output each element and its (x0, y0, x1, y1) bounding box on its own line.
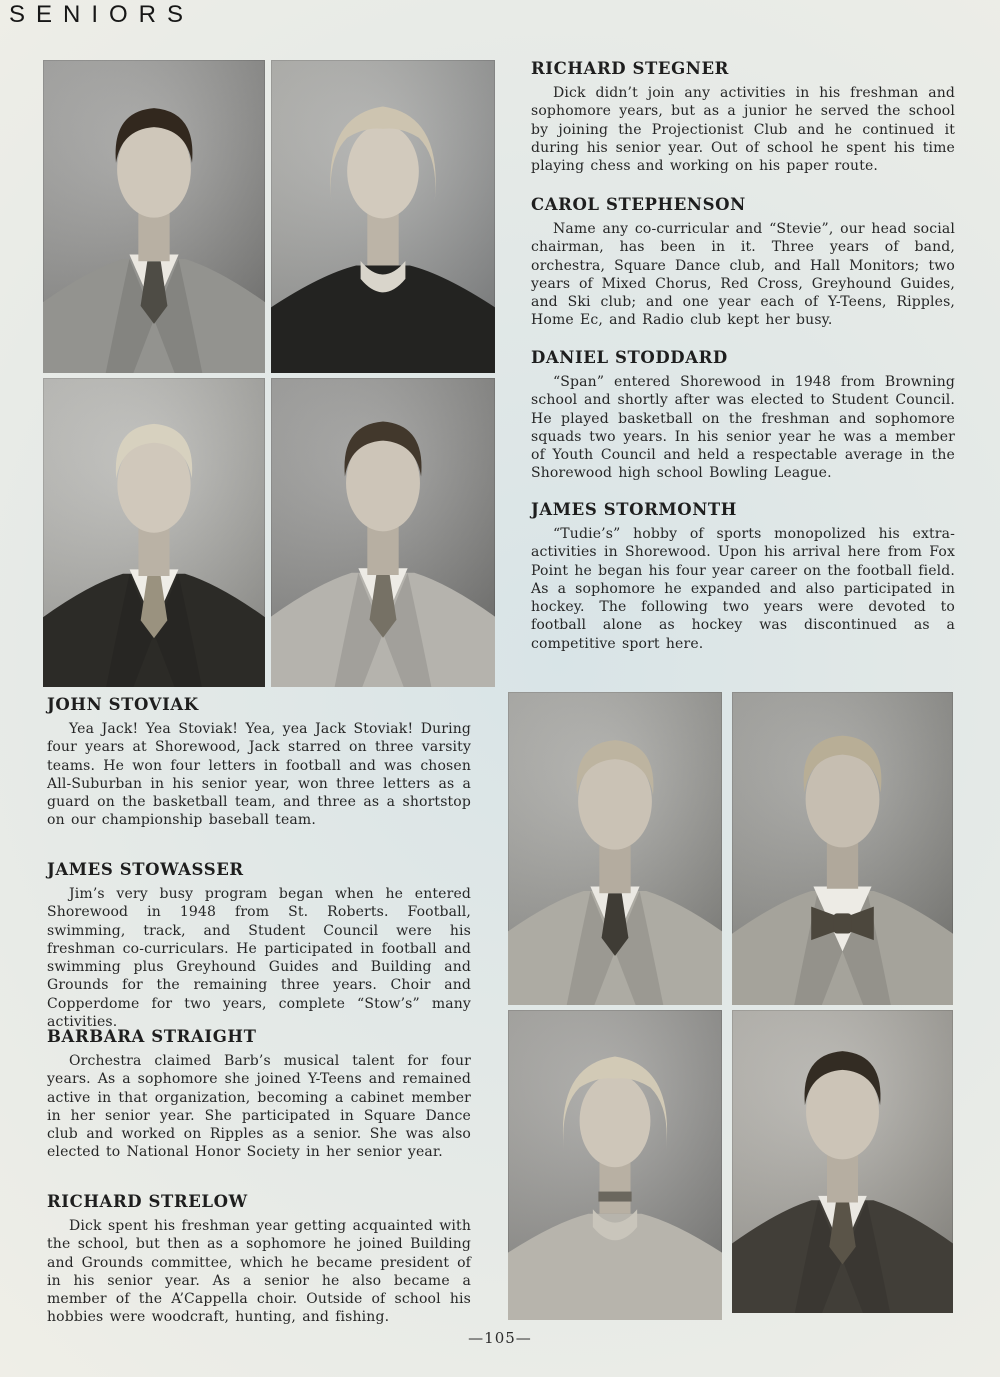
bio-heading: DANIEL STODDARD (531, 348, 728, 367)
bio-james-stormonth (531, 501, 955, 653)
bio-heading: CAROL STEPHENSON (531, 195, 746, 214)
portrait-bust-icon (508, 1010, 722, 1320)
bio-text: Name any co-curricular and “Stevie”, our head social chairman, has been in it. Three years of band, orchestra, Square Dance club, and Hall Monitors; two years of Mixed Chorus, Red Cross, Greyhound Guides, and Ski club; and one year each of Y-Teens, Ripples, Home Ec, and Radio club kept her busy. (531, 220, 955, 329)
bio-john-stoviak (47, 696, 471, 830)
bio-richard-stegner (531, 60, 955, 175)
portrait-photo-1 (43, 60, 265, 373)
bio-heading: RICHARD STEGNER (531, 59, 729, 78)
bio-daniel-stoddard (531, 349, 955, 483)
portrait-bust-icon (43, 378, 265, 687)
bio-text: Dick didn’t join any activities in his freshman and sophomore years, but as a junior he served the school by joining the Projectionist Club and he continued it during his senior year. Out of school he spent his time playing chess and working on his paper route. (531, 84, 955, 175)
bio-text: Dick spent his freshman year getting acquainted with the school, but then as a sophomore he joined Building and Grounds committee, which he became president of in his senior year. As a senior he also became a member of the A’Cappella choir. Outside of school his hobbies were woodcraft, hunting, and fishing. (47, 1217, 471, 1326)
portrait-photo-5 (508, 692, 722, 1005)
bio-text: Yea Jack! Yea Stoviak! Yea, yea Jack Stoviak! During four years at Shorewood, Jack starred on three varsity teams. He won four letters in football and was chosen All-Suburban in his senior year, won three letters as a guard on the basketball team, and three as a shortstop on our championship baseball team. (47, 720, 471, 829)
bio-text: “Span” entered Shorewood in 1948 from Browning school and shortly after was elected to Student Council. He played basketball on the freshman and sophomore squads two years. In his senior year he was a member of Youth Council and held a respectable average in the Shorewood high school Bowling League. (531, 373, 955, 482)
bio-text: Orchestra claimed Barb’s musical talent for four years. As a sophomore she joined Y-Teens and remained active in that organization, becoming a cabinet member in her senior year. She participated in Square Dance club and worked on Ripples as a senior. She was also elected to National Honor Society in her senior year. (47, 1052, 471, 1161)
portrait-photo-8 (732, 1010, 953, 1313)
bio-barbara-straight (47, 1028, 471, 1162)
page-title: SENIORS (9, 1, 195, 28)
portrait-bust-icon (43, 60, 265, 373)
bio-heading: JOHN STOVIAK (47, 695, 199, 714)
bio-heading: JAMES STOWASSER (47, 860, 244, 879)
bio-james-stowasser (47, 861, 471, 1031)
portrait-photo-4 (271, 378, 495, 687)
portrait-photo-3 (43, 378, 265, 687)
portrait-photo-7 (508, 1010, 722, 1320)
bio-heading: RICHARD STRELOW (47, 1192, 248, 1211)
bio-richard-strelow (47, 1193, 471, 1327)
portrait-bust-icon (508, 692, 722, 1005)
bio-text: Jim’s very busy program began when he entered Shorewood in 1948 from St. Roberts. Football, swimming, track, and Student Council were his freshman co-curriculars. He participated in football and swimming plus Greyhound Guides and Building and Grounds for the remaining three years. Choir and Copperdome for two years, complete “Stow’s” many activities. (47, 885, 471, 1031)
portrait-bust-icon (271, 60, 495, 373)
bio-text: “Tudie’s” hobby of sports monopolized his extra-activities in Shorewood. Upon his arrival here from Fox Point he began his four year career on the football field. As a sophomore he expanded and also participated in hockey. The following two years were devoted to football alone as hockey was discontinued as a competitive sport here. (531, 525, 955, 652)
portrait-bust-icon (732, 692, 953, 1005)
portrait-bust-icon (732, 1010, 953, 1313)
portrait-bust-icon (271, 378, 495, 687)
portrait-photo-2 (271, 60, 495, 373)
bio-heading: JAMES STORMONTH (531, 500, 737, 519)
page-number: —105— (468, 1329, 532, 1347)
bio-carol-stephenson (531, 196, 955, 330)
portrait-photo-6 (732, 692, 953, 1005)
bio-heading: BARBARA STRAIGHT (47, 1027, 257, 1046)
